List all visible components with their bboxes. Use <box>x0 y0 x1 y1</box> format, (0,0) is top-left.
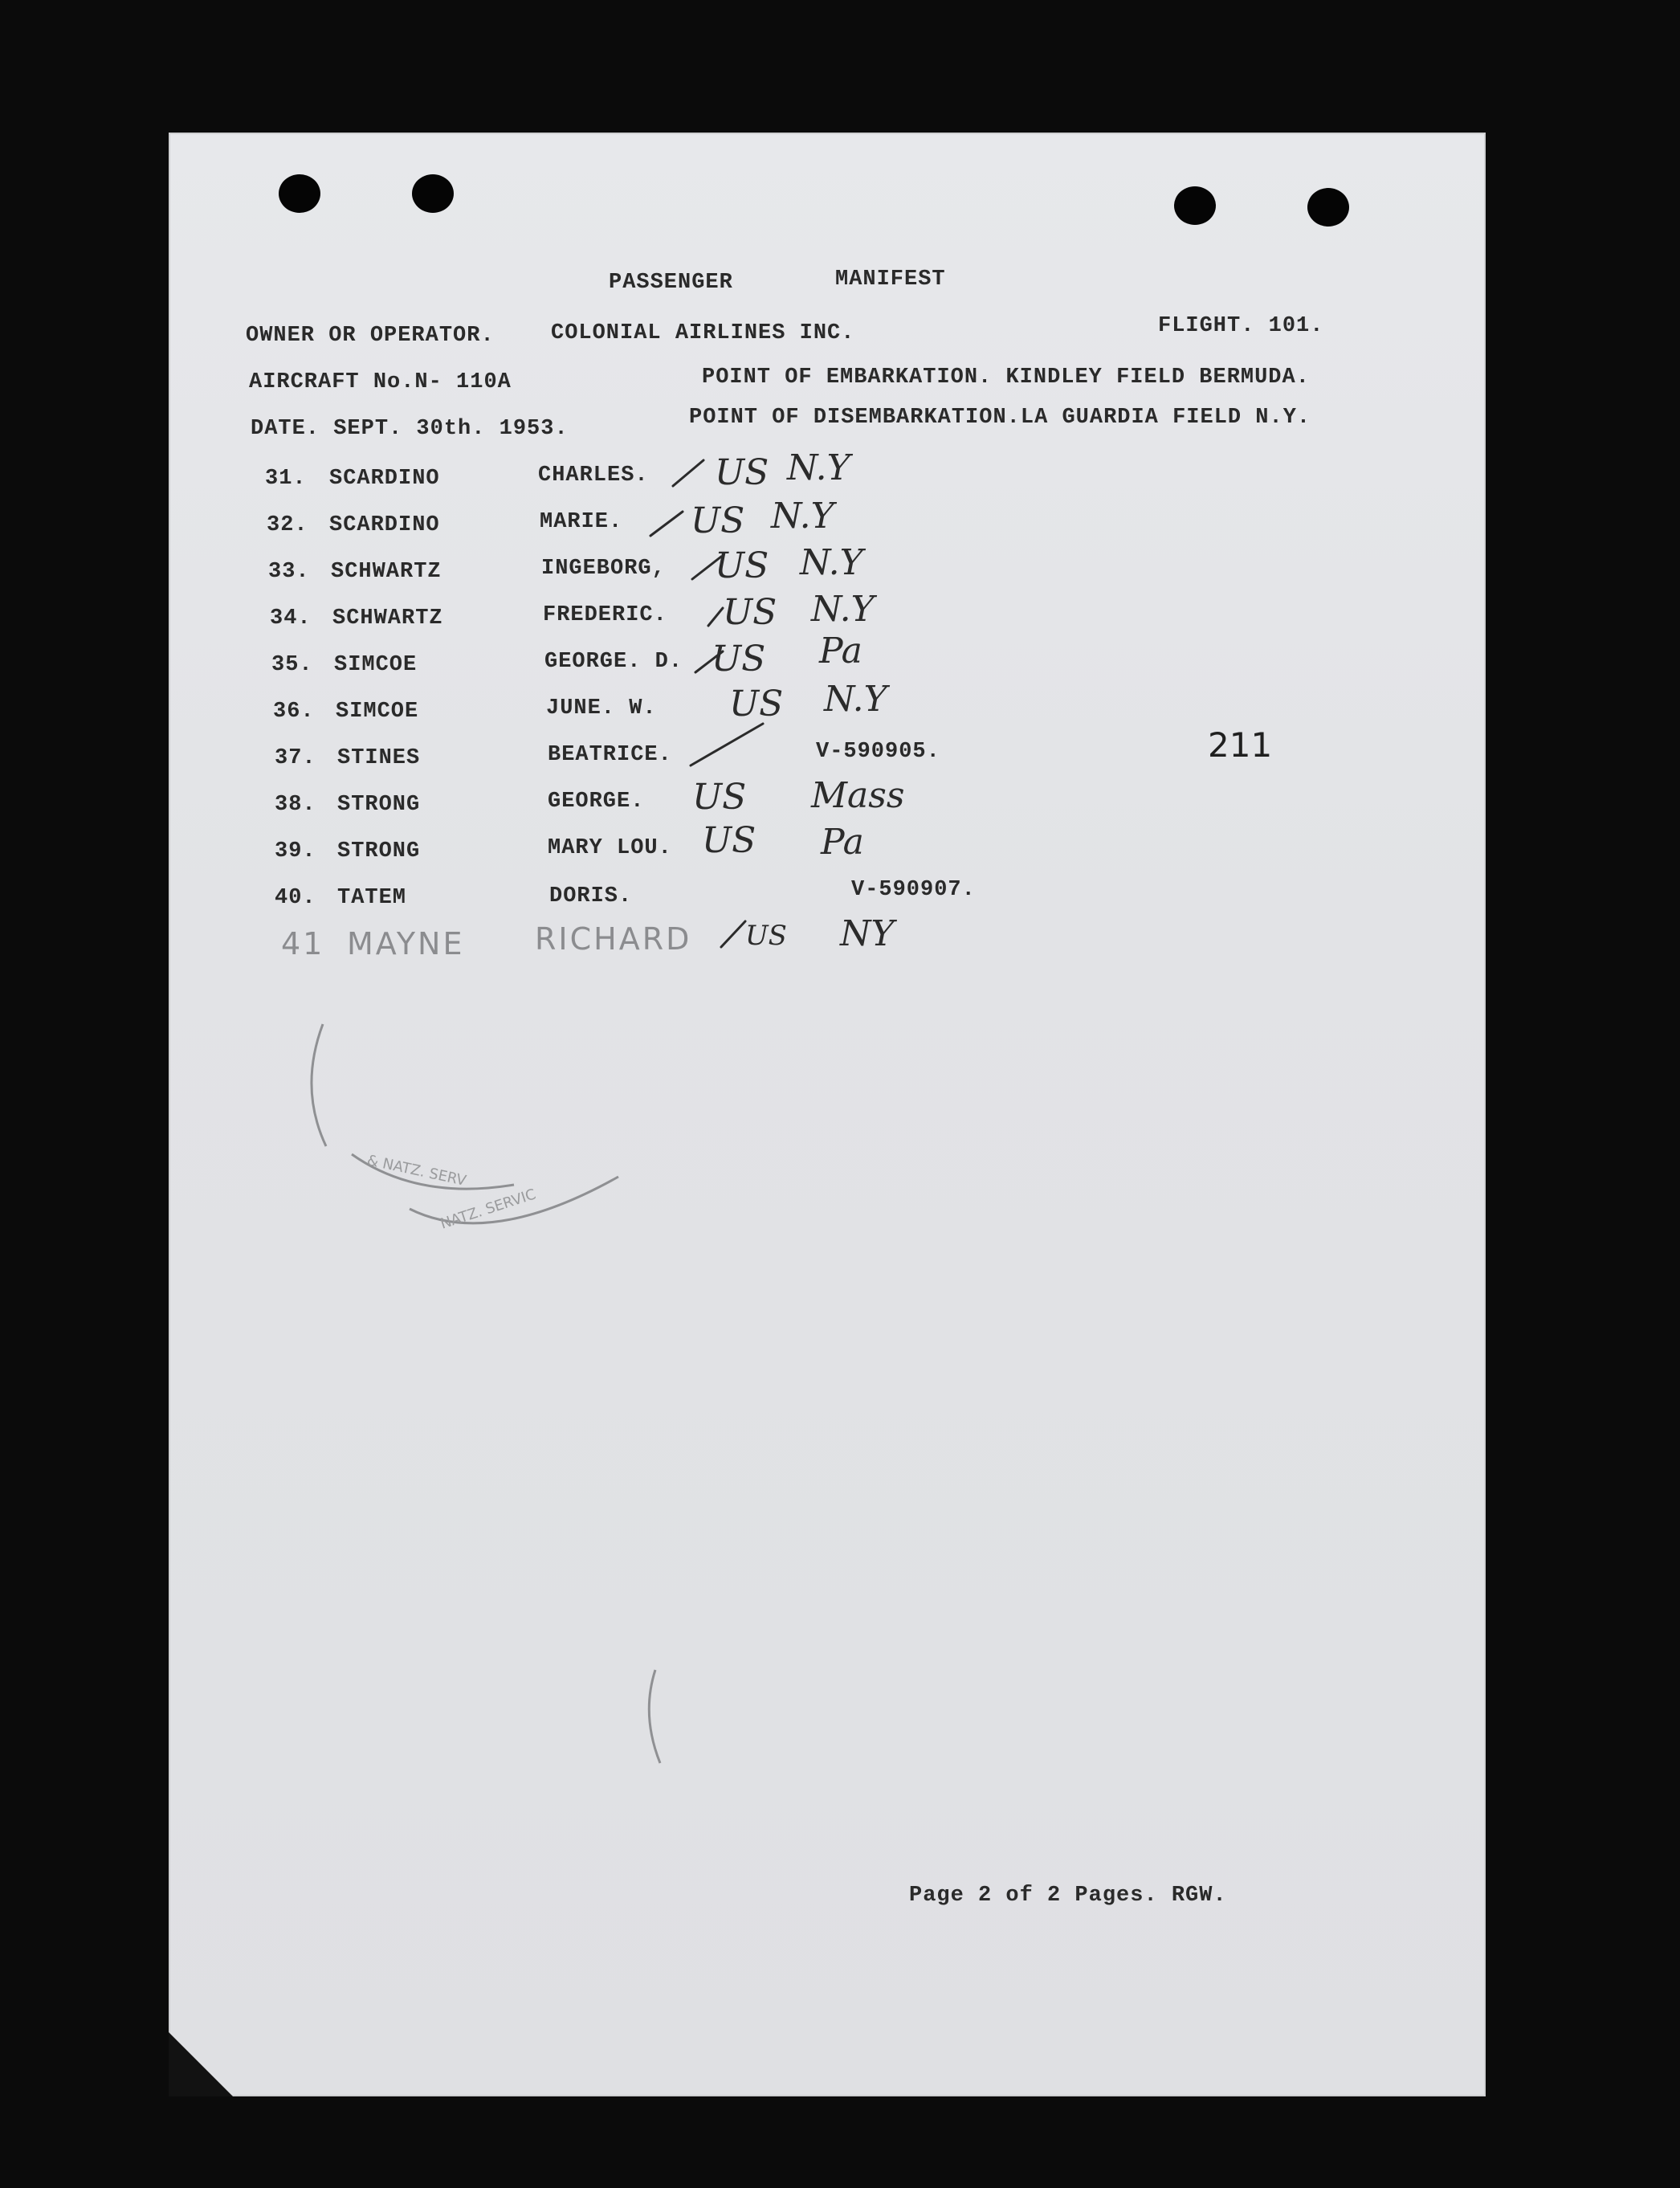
embarkation-point: POINT OF EMBARKATION. KINDLEY FIELD BERMUDA. <box>702 365 1310 390</box>
nationality: US <box>723 592 777 633</box>
given-name: FREDERIC. <box>543 603 667 627</box>
nationality: US <box>715 545 769 586</box>
residence: NY <box>840 913 895 954</box>
surname: STRONG <box>337 793 421 817</box>
aircraft-number: AIRCRAFT No.N- 110A <box>249 370 512 394</box>
row-number: 35. <box>271 653 313 677</box>
nationality: US <box>691 500 745 541</box>
surname: SCARDINO <box>329 467 440 491</box>
check-marks <box>169 133 1486 2096</box>
disembarkation-point: POINT OF DISEMBARKATION.LA GUARDIA FIELD N.Y. <box>689 406 1311 430</box>
nationality: US <box>745 920 787 952</box>
given-name: GEORGE. D. <box>544 650 683 674</box>
visa-number: V-590907. <box>851 878 976 902</box>
row-number: 34. <box>270 606 312 631</box>
surname: SCHWARTZ <box>332 606 443 631</box>
nationality: US <box>729 684 784 725</box>
given-name: GEORGE. <box>548 790 645 814</box>
row-number: 32. <box>267 513 308 537</box>
given-name: CHARLES. <box>538 463 649 488</box>
given-name: DORIS. <box>549 884 633 908</box>
row-number: 36. <box>273 700 315 724</box>
flight-date: DATE. SEPT. 30th. 1953. <box>251 417 569 441</box>
residence: N.Y <box>811 589 875 630</box>
nationality: US <box>715 452 769 493</box>
residence: N.Y <box>771 496 834 537</box>
given-name: MARIE. <box>540 510 623 534</box>
residence: Pa <box>819 631 862 672</box>
flight-number: FLIGHT. 101. <box>1158 314 1324 338</box>
nationality: US <box>702 820 756 861</box>
residence: Pa <box>821 822 864 863</box>
surname: SIMCOE <box>334 653 418 677</box>
owner-value: COLONIAL AIRLINES INC. <box>551 321 855 345</box>
given-name: RICHARD <box>535 921 692 957</box>
given-name: JUNE. W. <box>546 696 657 720</box>
owner-label: OWNER OR OPERATOR. <box>246 324 495 348</box>
row-number: 33. <box>268 560 310 584</box>
visa-number: V-590905. <box>816 740 940 764</box>
surname: SIMCOE <box>336 700 419 724</box>
residence: N.Y <box>800 542 863 583</box>
nationality: US <box>692 777 747 818</box>
given-name: MARY LOU. <box>548 836 672 860</box>
stamp-impression: & NATZ. SERV <box>365 1152 468 1190</box>
given-name: BEATRICE. <box>548 743 672 767</box>
manifest-title-left: PASSENGER <box>609 271 733 295</box>
manifest-title-right: MANIFEST <box>835 267 946 292</box>
stamp-impression: NATZ. SERVIC <box>438 1186 538 1233</box>
page-footer: Page 2 of 2 Pages. RGW. <box>909 1884 1227 1908</box>
row-number: 40. <box>275 886 316 910</box>
residence: Mass <box>811 775 905 816</box>
surname: TATEM <box>337 886 407 910</box>
nationality: US <box>712 639 766 680</box>
row-number: 31. <box>265 467 307 491</box>
given-name: INGEBORG, <box>541 557 666 581</box>
residence: N.Y <box>787 447 850 488</box>
surname: MAYNE <box>347 926 465 961</box>
row-number: 38. <box>275 793 316 817</box>
surname: SCHWARTZ <box>331 560 442 584</box>
row-number: 37. <box>275 746 316 770</box>
folded-corner <box>169 2032 233 2096</box>
row-number: 41 <box>281 926 325 961</box>
surname: SCARDINO <box>329 513 440 537</box>
row-number: 39. <box>275 839 316 863</box>
surname: STRONG <box>337 839 421 863</box>
page-number: 211 <box>1208 725 1273 765</box>
surname: STINES <box>337 746 421 770</box>
residence: N.Y <box>824 679 887 720</box>
manifest-sheet <box>169 133 1486 2096</box>
